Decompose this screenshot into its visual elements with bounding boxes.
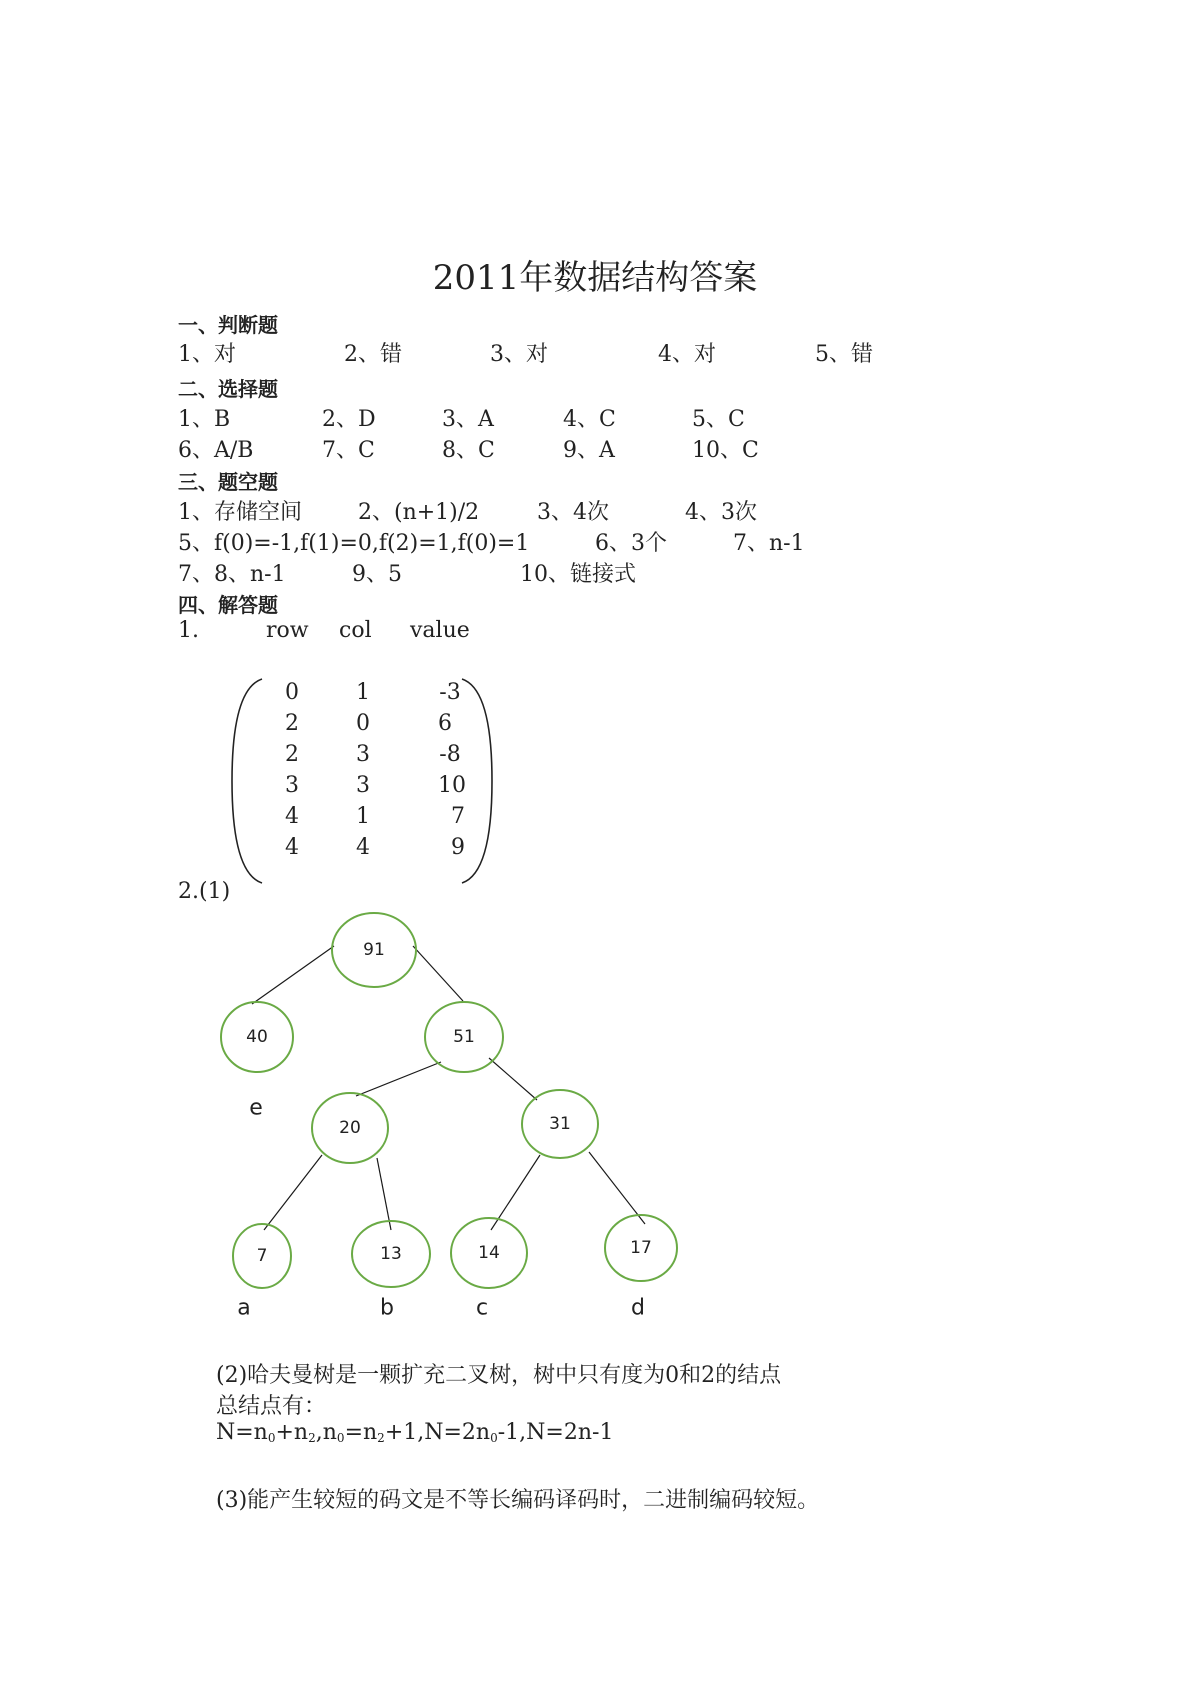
matrix-cell: 0 <box>356 711 370 736</box>
answer-item: 4、对 <box>658 342 716 367</box>
answer-item: 8、C <box>442 438 495 463</box>
tree-node-value: 14 <box>478 1243 500 1263</box>
answer-item: 2、D <box>322 407 376 432</box>
answer-item: 2、错 <box>344 342 402 367</box>
answer-paragraph: 总结点有： <box>216 1394 327 1419</box>
matrix-cell: 1 <box>356 680 370 705</box>
answer-item: 1、B <box>178 407 231 432</box>
answer-item: 3、4次 <box>537 500 609 525</box>
matrix-cell: 3 <box>285 773 299 798</box>
answer-item: 5、f(0)=-1,f(1)=0,f(2)=1,f(0)=1 <box>178 531 530 556</box>
leaf-label: a <box>237 1295 251 1321</box>
formula: $N=n_0+n_2,n_0=n_2+1,N=2n_0-1,N=2n-1$ <box>216 1420 614 1445</box>
answer-paragraph: (3)能产生较短的码文是不等长编码译码时，二进制编码较短。 <box>216 1488 820 1513</box>
answer-item: 10、C <box>692 438 759 463</box>
section-header-fill-blank: 三、题空题 <box>178 470 278 494</box>
tree-node-value: 17 <box>630 1238 652 1258</box>
answer-item: 7、n-1 <box>733 531 805 556</box>
matrix-cell: 10 <box>438 773 466 798</box>
answer-item: 4、3次 <box>685 500 757 525</box>
matrix-cell: 2 <box>285 711 299 736</box>
tree-edge <box>489 1058 537 1100</box>
tree-node-value: 91 <box>363 940 385 960</box>
column-header: col <box>339 618 372 643</box>
answer-item: 7、8、n-1 <box>178 562 286 587</box>
tree-node-value: 31 <box>549 1114 571 1134</box>
leaf-label: e <box>249 1095 263 1121</box>
tree-edge <box>377 1158 391 1230</box>
tree-node-value: 51 <box>453 1027 475 1047</box>
answer-item: 10、链接式 <box>520 562 636 587</box>
column-header: row <box>266 618 309 643</box>
section-header-judgement: 一、判断题 <box>178 313 278 337</box>
matrix-cell: 4 <box>285 835 299 860</box>
answer-item: 1、存储空间 <box>178 500 302 525</box>
leaf-label: d <box>631 1295 645 1321</box>
answer-item: 2、(n+1)/2 <box>358 500 480 525</box>
tree-edge <box>252 946 334 1004</box>
question-label: 1. <box>178 618 199 643</box>
section-header-choice: 二、选择题 <box>178 377 278 401</box>
answer-item: 5、C <box>692 407 745 432</box>
matrix-cell: 3 <box>356 742 370 767</box>
answer-item: 3、A <box>442 407 494 432</box>
answer-paragraph: (2)哈夫曼树是一颗扩充二叉树，树中只有度为0和2的结点 <box>216 1363 782 1388</box>
answer-item: 1、对 <box>178 342 236 367</box>
leaf-label: b <box>380 1295 394 1321</box>
matrix-cell: 3 <box>356 773 370 798</box>
answer-item: 7、C <box>322 438 375 463</box>
page-title: 2011年数据结构答案 <box>432 258 758 298</box>
answer-item: 4、C <box>563 407 616 432</box>
answer-item: 9、A <box>563 438 615 463</box>
answer-item: 5、错 <box>815 342 873 367</box>
answer-item: 3、对 <box>490 342 548 367</box>
tree-edge <box>356 1062 441 1096</box>
tree-edge <box>264 1155 322 1230</box>
tree-node-value: 40 <box>246 1027 268 1047</box>
tree-node-value: 7 <box>256 1246 268 1266</box>
tree-node-value: 13 <box>380 1244 402 1264</box>
tree-edge <box>413 946 463 1001</box>
matrix-cell: 7 <box>451 804 465 829</box>
section-header-answers: 四、解答题 <box>178 593 278 617</box>
answer-item: 9、5 <box>352 562 402 587</box>
question-label: 2.(1) <box>178 879 231 904</box>
matrix-cell: -8 <box>439 742 461 767</box>
matrix-cell: -3 <box>439 680 461 705</box>
matrix-cell: 0 <box>285 680 299 705</box>
matrix-cell: 4 <box>356 835 370 860</box>
tree-node-value: 20 <box>339 1118 361 1138</box>
leaf-label: c <box>475 1295 489 1321</box>
column-header: value <box>410 618 470 643</box>
answer-item: 6、3个 <box>595 531 667 556</box>
tree-edge <box>589 1152 645 1224</box>
matrix-cell: 9 <box>451 835 465 860</box>
matrix-cell: 2 <box>285 742 299 767</box>
answer-item: 6、A/B <box>178 438 254 463</box>
matrix-cell: 4 <box>285 804 299 829</box>
matrix-cell: 6 <box>438 711 452 736</box>
matrix-cell: 1 <box>356 804 370 829</box>
